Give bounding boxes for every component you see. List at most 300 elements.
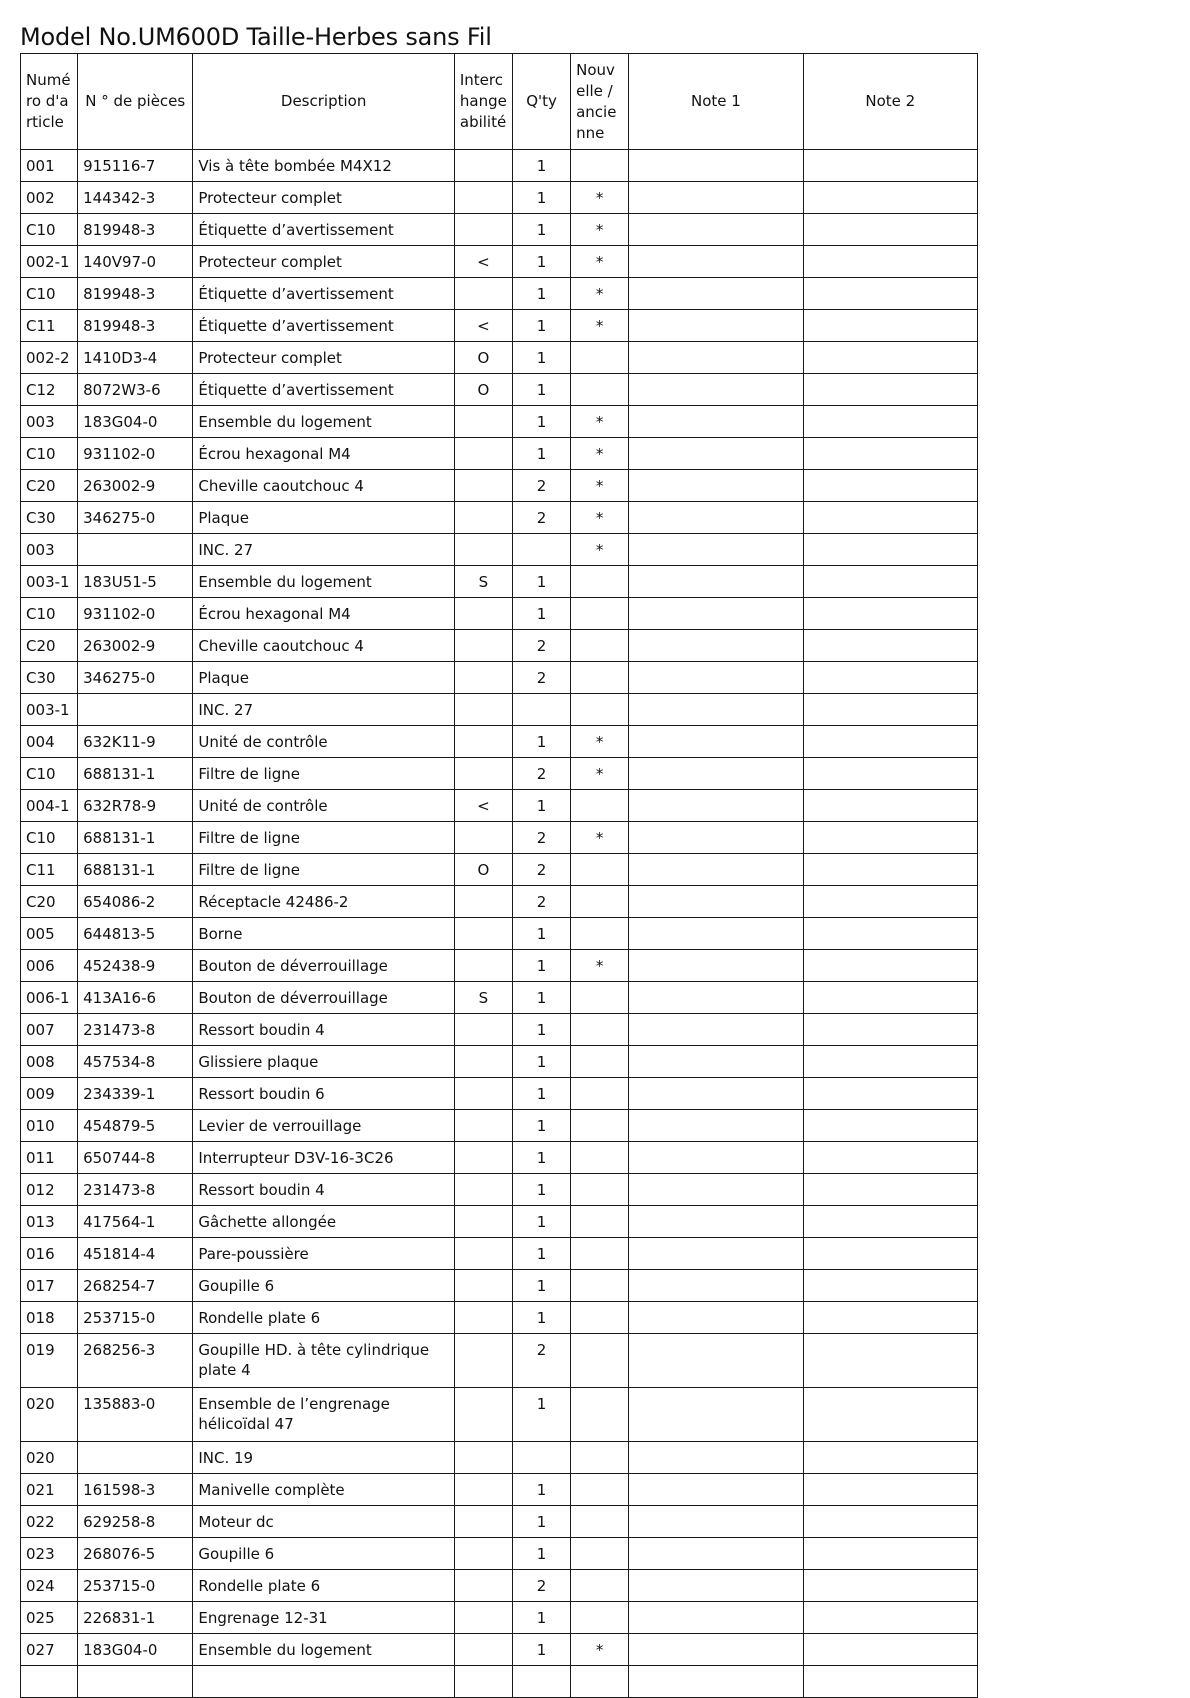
cell-note-2 (803, 854, 977, 886)
cell-item-no: 022 (21, 1506, 78, 1538)
cell-part-no: 654086-2 (78, 886, 193, 918)
cell-description: Ressort boudin 6 (193, 1078, 455, 1110)
header-qty: Q'ty (512, 54, 570, 150)
cell-part-no (78, 1442, 193, 1474)
cell-part-no: 915116-7 (78, 150, 193, 182)
cell-item-no: 023 (21, 1538, 78, 1570)
cell-qty (512, 1666, 570, 1698)
cell-qty: 1 (512, 342, 570, 374)
cell-qty: 1 (512, 438, 570, 470)
cell-new-old (571, 1602, 629, 1634)
cell-interchangeability (454, 598, 512, 630)
cell-qty: 2 (512, 502, 570, 534)
cell-part-no: 632K11-9 (78, 726, 193, 758)
cell-interchangeability: < (454, 790, 512, 822)
cell-new-old: * (571, 822, 629, 854)
cell-part-no: 183U51-5 (78, 566, 193, 598)
cell-qty: 1 (512, 1634, 570, 1666)
cell-note-1 (629, 182, 803, 214)
cell-note-1 (629, 1388, 803, 1442)
table-row (21, 1238, 978, 1270)
table-row (21, 982, 978, 1014)
cell-item-no: 003 (21, 534, 78, 566)
cell-new-old (571, 1666, 629, 1698)
cell-new-old (571, 1110, 629, 1142)
cell-item-no: C10 (21, 278, 78, 310)
cell-item-no: 004-1 (21, 790, 78, 822)
table-row (21, 246, 978, 278)
cell-part-no: 931102-0 (78, 598, 193, 630)
cell-note-1 (629, 1270, 803, 1302)
cell-interchangeability (454, 1014, 512, 1046)
cell-note-2 (803, 662, 977, 694)
cell-note-2 (803, 342, 977, 374)
cell-note-1 (629, 1302, 803, 1334)
cell-note-1 (629, 726, 803, 758)
cell-qty: 2 (512, 1570, 570, 1602)
cell-note-2 (803, 918, 977, 950)
cell-new-old (571, 790, 629, 822)
cell-description: Vis à tête bombée M4X12 (193, 150, 455, 182)
cell-new-old (571, 1302, 629, 1334)
cell-item-no: 017 (21, 1270, 78, 1302)
cell-note-1 (629, 1046, 803, 1078)
cell-interchangeability (454, 1602, 512, 1634)
cell-item-no: C20 (21, 470, 78, 502)
cell-interchangeability (454, 1110, 512, 1142)
cell-new-old: * (571, 246, 629, 278)
header-new-old: Nouvelle / ancienne (571, 54, 629, 150)
cell-item-no (21, 1666, 78, 1698)
cell-interchangeability (454, 1538, 512, 1570)
cell-note-1 (629, 470, 803, 502)
cell-description: Bouton de déverrouillage (193, 982, 455, 1014)
cell-interchangeability (454, 470, 512, 502)
cell-item-no: C30 (21, 502, 78, 534)
cell-note-2 (803, 1666, 977, 1698)
cell-note-1 (629, 1602, 803, 1634)
cell-interchangeability: O (454, 854, 512, 886)
table-row (21, 150, 978, 182)
cell-description: Ressort boudin 4 (193, 1014, 455, 1046)
cell-item-no: 025 (21, 1602, 78, 1634)
cell-qty: 1 (512, 182, 570, 214)
cell-qty: 1 (512, 1206, 570, 1238)
cell-note-2 (803, 406, 977, 438)
cell-part-no: 819948-3 (78, 310, 193, 342)
table-row (21, 950, 978, 982)
cell-qty: 1 (512, 726, 570, 758)
cell-qty: 1 (512, 918, 570, 950)
cell-description: Ressort boudin 4 (193, 1174, 455, 1206)
cell-description: INC. 27 (193, 694, 455, 726)
cell-part-no: 140V97-0 (78, 246, 193, 278)
page-title: Model No.UM600D Taille-Herbes sans Fil (20, 23, 492, 51)
table-row (21, 1570, 978, 1602)
cell-note-1 (629, 534, 803, 566)
cell-item-no: C10 (21, 214, 78, 246)
cell-item-no: C11 (21, 310, 78, 342)
cell-note-1 (629, 790, 803, 822)
cell-interchangeability: O (454, 342, 512, 374)
cell-note-1 (629, 1174, 803, 1206)
cell-interchangeability (454, 278, 512, 310)
cell-item-no: C10 (21, 438, 78, 470)
cell-new-old (571, 1506, 629, 1538)
cell-part-no: 268256-3 (78, 1334, 193, 1388)
cell-new-old (571, 694, 629, 726)
cell-note-1 (629, 1142, 803, 1174)
cell-new-old: * (571, 534, 629, 566)
cell-note-1 (629, 758, 803, 790)
cell-note-1 (629, 1014, 803, 1046)
cell-note-1 (629, 406, 803, 438)
cell-interchangeability (454, 1570, 512, 1602)
cell-new-old (571, 630, 629, 662)
cell-part-no: 417564-1 (78, 1206, 193, 1238)
cell-description: Protecteur complet (193, 246, 455, 278)
cell-note-1 (629, 598, 803, 630)
cell-interchangeability (454, 1634, 512, 1666)
cell-interchangeability (454, 1270, 512, 1302)
cell-qty: 1 (512, 1602, 570, 1634)
cell-part-no: 644813-5 (78, 918, 193, 950)
cell-interchangeability (454, 534, 512, 566)
cell-qty: 1 (512, 1302, 570, 1334)
cell-note-1 (629, 918, 803, 950)
cell-interchangeability (454, 822, 512, 854)
cell-description: Filtre de ligne (193, 854, 455, 886)
table-row (21, 1666, 978, 1698)
cell-part-no: 451814-4 (78, 1238, 193, 1270)
table-row (21, 1110, 978, 1142)
cell-item-no: 012 (21, 1174, 78, 1206)
cell-part-no: 629258-8 (78, 1506, 193, 1538)
cell-note-1 (629, 822, 803, 854)
cell-part-no: 931102-0 (78, 438, 193, 470)
cell-item-no: C10 (21, 822, 78, 854)
cell-interchangeability: S (454, 982, 512, 1014)
cell-note-2 (803, 374, 977, 406)
cell-part-no: 234339-1 (78, 1078, 193, 1110)
cell-item-no: 010 (21, 1110, 78, 1142)
cell-qty: 1 (512, 1110, 570, 1142)
cell-part-no: 183G04-0 (78, 1634, 193, 1666)
cell-note-1 (629, 1666, 803, 1698)
cell-description: Étiquette d’avertissement (193, 374, 455, 406)
cell-description: Moteur dc (193, 1506, 455, 1538)
cell-item-no: 020 (21, 1442, 78, 1474)
cell-interchangeability (454, 1174, 512, 1206)
cell-description: Filtre de ligne (193, 758, 455, 790)
table-row (21, 1014, 978, 1046)
cell-item-no: 004 (21, 726, 78, 758)
table-row (21, 726, 978, 758)
table-row (21, 310, 978, 342)
cell-note-2 (803, 502, 977, 534)
cell-item-no: 001 (21, 150, 78, 182)
table-row (21, 1046, 978, 1078)
cell-part-no: 819948-3 (78, 278, 193, 310)
cell-interchangeability (454, 214, 512, 246)
cell-qty: 2 (512, 822, 570, 854)
cell-note-2 (803, 1270, 977, 1302)
cell-description: Écrou hexagonal M4 (193, 598, 455, 630)
cell-part-no: 346275-0 (78, 502, 193, 534)
cell-qty: 1 (512, 790, 570, 822)
cell-new-old (571, 1570, 629, 1602)
table-row (21, 886, 978, 918)
cell-item-no: 007 (21, 1014, 78, 1046)
cell-description: Étiquette d’avertissement (193, 310, 455, 342)
cell-note-1 (629, 1206, 803, 1238)
cell-description: Ensemble de l’engrenage hélicoïdal 47 (193, 1388, 455, 1442)
cell-interchangeability (454, 1506, 512, 1538)
cell-new-old (571, 374, 629, 406)
cell-interchangeability (454, 1046, 512, 1078)
cell-qty (512, 694, 570, 726)
cell-item-no: C10 (21, 598, 78, 630)
cell-new-old: * (571, 502, 629, 534)
cell-note-2 (803, 1570, 977, 1602)
cell-item-no: 027 (21, 1634, 78, 1666)
cell-new-old (571, 918, 629, 950)
cell-interchangeability (454, 1474, 512, 1506)
cell-qty: 1 (512, 150, 570, 182)
cell-note-2 (803, 1506, 977, 1538)
cell-description: Bouton de déverrouillage (193, 950, 455, 982)
table-header-row (21, 54, 978, 150)
cell-qty: 1 (512, 1538, 570, 1570)
cell-note-2 (803, 598, 977, 630)
cell-qty: 1 (512, 1014, 570, 1046)
table-row (21, 214, 978, 246)
table-row (21, 566, 978, 598)
cell-note-2 (803, 950, 977, 982)
cell-interchangeability (454, 694, 512, 726)
cell-interchangeability (454, 182, 512, 214)
cell-description: Rondelle plate 6 (193, 1570, 455, 1602)
cell-new-old (571, 1334, 629, 1388)
cell-part-no: 161598-3 (78, 1474, 193, 1506)
cell-description: Interrupteur D3V-16-3C26 (193, 1142, 455, 1174)
table-row (21, 1270, 978, 1302)
cell-description: Glissiere plaque (193, 1046, 455, 1078)
cell-note-2 (803, 1442, 977, 1474)
cell-note-2 (803, 1174, 977, 1206)
cell-description: Réceptacle 42486-2 (193, 886, 455, 918)
cell-new-old (571, 662, 629, 694)
cell-note-1 (629, 502, 803, 534)
cell-new-old: * (571, 310, 629, 342)
table-row (21, 1334, 978, 1388)
cell-description: Plaque (193, 502, 455, 534)
cell-note-2 (803, 1206, 977, 1238)
table-row (21, 470, 978, 502)
cell-new-old (571, 1238, 629, 1270)
cell-description: Goupille 6 (193, 1538, 455, 1570)
cell-note-1 (629, 1538, 803, 1570)
cell-note-2 (803, 1046, 977, 1078)
cell-qty: 1 (512, 566, 570, 598)
cell-interchangeability (454, 630, 512, 662)
cell-part-no: 688131-1 (78, 758, 193, 790)
cell-interchangeability: S (454, 566, 512, 598)
cell-note-1 (629, 662, 803, 694)
cell-note-1 (629, 246, 803, 278)
cell-note-1 (629, 342, 803, 374)
cell-qty: 2 (512, 886, 570, 918)
cell-qty: 1 (512, 950, 570, 982)
cell-item-no: 002-2 (21, 342, 78, 374)
cell-qty: 2 (512, 854, 570, 886)
table-row (21, 1206, 978, 1238)
cell-interchangeability (454, 758, 512, 790)
cell-qty: 1 (512, 214, 570, 246)
cell-item-no: 006-1 (21, 982, 78, 1014)
cell-part-no: 263002-9 (78, 630, 193, 662)
cell-new-old: * (571, 182, 629, 214)
cell-new-old (571, 1142, 629, 1174)
table-row (21, 790, 978, 822)
cell-interchangeability: < (454, 246, 512, 278)
cell-item-no: 021 (21, 1474, 78, 1506)
cell-note-1 (629, 1078, 803, 1110)
cell-description: Ensemble du logement (193, 1634, 455, 1666)
cell-part-no: 452438-9 (78, 950, 193, 982)
cell-part-no: 632R78-9 (78, 790, 193, 822)
cell-item-no: C10 (21, 758, 78, 790)
table-row (21, 534, 978, 566)
table-row (21, 918, 978, 950)
cell-part-no (78, 694, 193, 726)
cell-qty: 1 (512, 598, 570, 630)
cell-note-1 (629, 150, 803, 182)
cell-qty: 1 (512, 1174, 570, 1206)
cell-note-2 (803, 1078, 977, 1110)
cell-qty (512, 1442, 570, 1474)
cell-part-no: 346275-0 (78, 662, 193, 694)
parts-table (20, 53, 978, 1698)
cell-item-no: 020 (21, 1388, 78, 1442)
table-row (21, 598, 978, 630)
cell-note-1 (629, 1474, 803, 1506)
cell-interchangeability (454, 1302, 512, 1334)
cell-note-2 (803, 246, 977, 278)
cell-description: Unité de contrôle (193, 726, 455, 758)
cell-item-no: C20 (21, 630, 78, 662)
cell-description: Rondelle plate 6 (193, 1302, 455, 1334)
header-item-no: Numéro d'article (21, 54, 78, 150)
cell-interchangeability: < (454, 310, 512, 342)
cell-description: Cheville caoutchouc 4 (193, 630, 455, 662)
cell-part-no: 231473-8 (78, 1014, 193, 1046)
cell-item-no: C11 (21, 854, 78, 886)
table-row (21, 822, 978, 854)
table-row (21, 502, 978, 534)
cell-qty: 1 (512, 1142, 570, 1174)
cell-description: Protecteur complet (193, 182, 455, 214)
table-row (21, 758, 978, 790)
cell-note-1 (629, 1570, 803, 1602)
cell-note-1 (629, 310, 803, 342)
cell-description: Goupille HD. à tête cylindrique plate 4 (193, 1334, 455, 1388)
cell-new-old (571, 1174, 629, 1206)
cell-interchangeability (454, 950, 512, 982)
table-row (21, 182, 978, 214)
header-note-2: Note 2 (803, 54, 977, 150)
cell-note-2 (803, 1538, 977, 1570)
cell-note-2 (803, 438, 977, 470)
cell-item-no: 003 (21, 406, 78, 438)
cell-interchangeability (454, 1078, 512, 1110)
cell-part-no: 688131-1 (78, 854, 193, 886)
header-note-1: Note 1 (629, 54, 803, 150)
cell-note-2 (803, 150, 977, 182)
cell-qty: 1 (512, 1474, 570, 1506)
cell-qty: 2 (512, 662, 570, 694)
cell-new-old (571, 982, 629, 1014)
cell-qty: 1 (512, 1270, 570, 1302)
cell-new-old (571, 342, 629, 374)
cell-new-old: * (571, 438, 629, 470)
table-row (21, 1442, 978, 1474)
table-row (21, 1538, 978, 1570)
cell-item-no: 002 (21, 182, 78, 214)
header-description: Description (193, 54, 455, 150)
cell-item-no: C12 (21, 374, 78, 406)
table-row (21, 1142, 978, 1174)
cell-interchangeability (454, 150, 512, 182)
cell-item-no: 003-1 (21, 566, 78, 598)
cell-part-no: 183G04-0 (78, 406, 193, 438)
cell-description: Unité de contrôle (193, 790, 455, 822)
cell-interchangeability (454, 1206, 512, 1238)
cell-note-1 (629, 1334, 803, 1388)
cell-item-no: 009 (21, 1078, 78, 1110)
cell-item-no: C30 (21, 662, 78, 694)
cell-description: Ensemble du logement (193, 406, 455, 438)
cell-part-no: 268076-5 (78, 1538, 193, 1570)
cell-description (193, 1666, 455, 1698)
cell-description: Écrou hexagonal M4 (193, 438, 455, 470)
cell-part-no: 268254-7 (78, 1270, 193, 1302)
cell-qty: 2 (512, 470, 570, 502)
table-row (21, 854, 978, 886)
cell-note-2 (803, 470, 977, 502)
header-interchangeability: Interchangeabilité (454, 54, 512, 150)
cell-interchangeability (454, 406, 512, 438)
cell-part-no: 1410D3-4 (78, 342, 193, 374)
table-row (21, 694, 978, 726)
cell-description: Borne (193, 918, 455, 950)
cell-item-no: 013 (21, 1206, 78, 1238)
cell-note-2 (803, 1302, 977, 1334)
cell-part-no: 226831-1 (78, 1602, 193, 1634)
cell-note-2 (803, 278, 977, 310)
table-row (21, 1506, 978, 1538)
cell-note-2 (803, 790, 977, 822)
table-body (21, 150, 978, 1698)
cell-note-1 (629, 1442, 803, 1474)
table-row (21, 406, 978, 438)
cell-item-no: 003-1 (21, 694, 78, 726)
cell-note-1 (629, 1110, 803, 1142)
cell-note-2 (803, 1388, 977, 1442)
cell-interchangeability (454, 1388, 512, 1442)
cell-note-2 (803, 694, 977, 726)
cell-description: Étiquette d’avertissement (193, 214, 455, 246)
